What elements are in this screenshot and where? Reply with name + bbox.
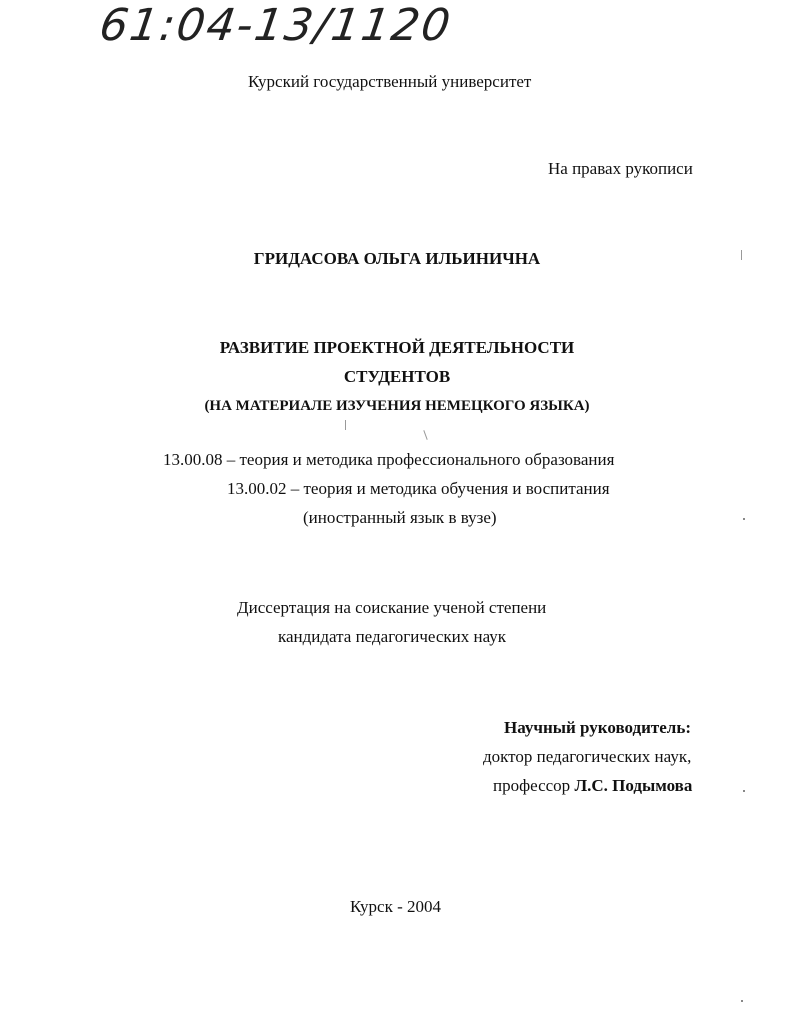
- title-line-3: (НА МАТЕРИАЛЕ ИЗУЧЕНИЯ НЕМЕЦКОГО ЯЗЫКА): [204, 398, 590, 414]
- scan-speck: [743, 790, 745, 792]
- specialty-1: 13.00.08 – теория и методика профессионального образования: [163, 450, 615, 469]
- scan-speck: [741, 1000, 743, 1002]
- degree-line-2: кандидата педагогических наук: [278, 627, 507, 646]
- scan-mark: [345, 420, 346, 430]
- title-line-1: РАЗВИТИЕ ПРОЕКТНОЙ ДЕЯТЕЛЬНОСТИ: [219, 338, 575, 357]
- place-year: Курск - 2004: [350, 897, 442, 916]
- degree-line-1: Диссертация на соискание ученой степени: [237, 598, 547, 617]
- supervisor-heading: Научный руководитель:: [504, 718, 691, 737]
- scan-mark: [423, 430, 427, 440]
- scan-speck: [743, 518, 745, 520]
- supervisor-title: профессор: [493, 776, 571, 795]
- author-name: ГРИДАСОВА ОЛЬГА ИЛЬИНИЧНА: [253, 249, 541, 268]
- manuscript-rights: На правах рукописи: [548, 159, 693, 178]
- supervisor-name: Л.С. Подымова: [574, 776, 693, 795]
- archive-number: 61:04-13/1120: [96, 0, 456, 51]
- university-name: Курский государственный университет: [248, 72, 532, 91]
- supervisor-line: [493, 776, 692, 796]
- scan-mark: [741, 250, 742, 260]
- specialty-2: 13.00.02 – теория и методика обучения и воспитания: [227, 479, 610, 498]
- specialty-2-note: (иностранный язык в вузе): [303, 508, 497, 527]
- supervisor-degree: доктор педагогических наук,: [483, 747, 692, 766]
- title-line-2: СТУДЕНТОВ: [343, 367, 451, 386]
